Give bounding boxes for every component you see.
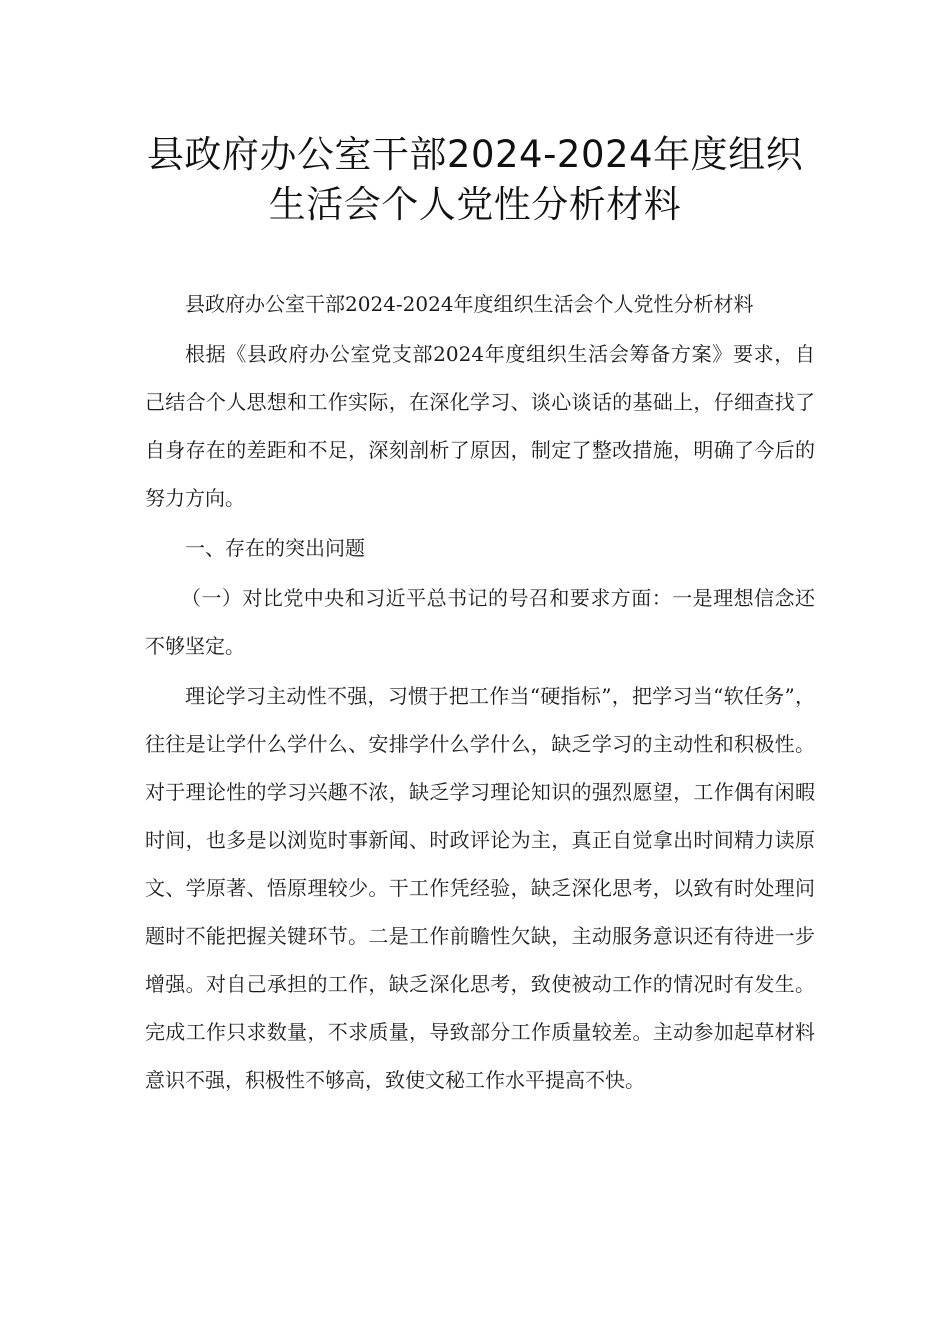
subsection-heading: （一）对比党中央和习近平总书记的号召和要求方面：一是理想信念还不够坚定。 — [145, 586, 815, 658]
paragraph-body: 理论学习主动性不强，习惯于把工作当“硬指标”，把学习当“软任务”，往往是让学什么学什么、安排学什么学什么，缺乏学习的主动性和积极性。对于理论性的学习兴趣不浓，缺乏学习理论知识的强烈愿望，工作偶有闲暇时间，也多是以浏览时事新闻、时政评论为主，真正自觉拿出时间精力读原文、学原著、悟原理较少。干工作凭经验，缺乏深化思考，以致有时处理问题时不能把握关键环节。二是工作前瞻性欠缺，主动服务意识还有待进一步增强。对自己承担的工作，缺乏深化思考，致使被动工作的情况时有发生。完成工作只求数量，不求质量，导致部分工作质量较差。主动参加起草材料意识不强，积极性不够高，致使文秘工作水平提高不快。 — [145, 684, 815, 1092]
document-body — [145, 280, 815, 1106]
document-title-line-1: 县政府办公室干部2024-2024年度组织 — [146, 133, 804, 176]
paragraph-intro: 根据《县政府办公室党支部2024年度组织生活会筹备方案》要求，自己结合个人思想和工作实际，在深化学习、谈心谈话的基础上，仔细查找了自身存在的差距和不足，深刻剖析了原因，制定了整改措施，明确了今后的努力方向。 — [145, 342, 815, 510]
section-heading: 一、存在的突出问题 — [185, 536, 365, 560]
document-title-line-2: 生活会个人党性分析材料 — [268, 183, 682, 226]
paragraph-heading-repeat: 县政府办公室干部2024-2024年度组织生活会个人党性分析材料 — [185, 292, 754, 316]
